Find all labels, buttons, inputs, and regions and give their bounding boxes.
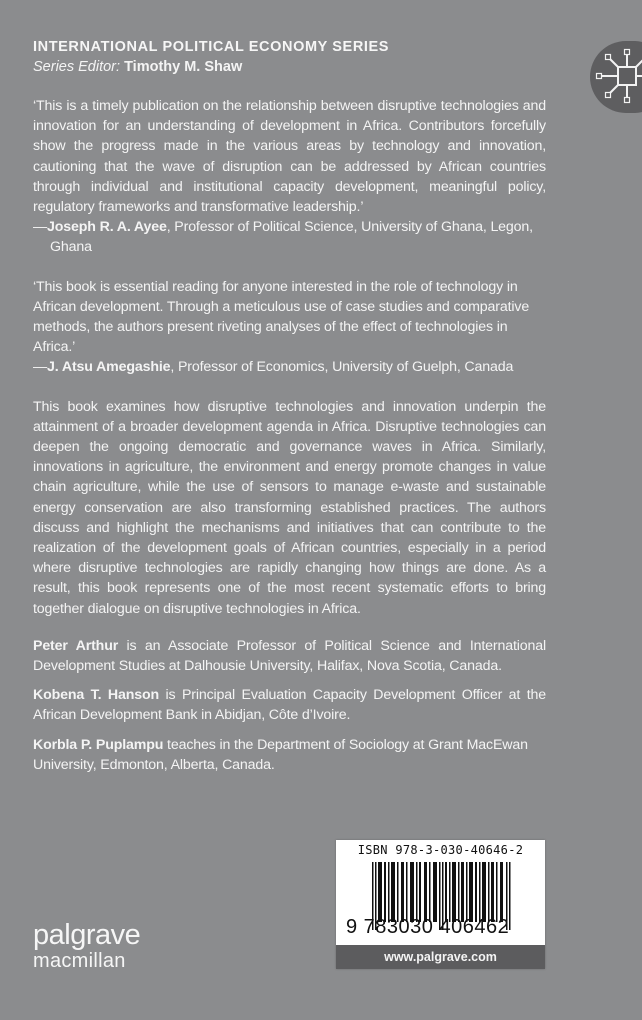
book-description: This book examines how disruptive technologies and innovation underpin the attainment of a broader development agenda in Africa. Disruptive technologies can deepen the ongoing democratic and governance waves in Africa. Similarly, innovations in agriculture, the environment and energy promote changes in value chain agriculture, while the use of sensors to manage e-waste and sustainable energy conservation are also transforming established practices. The authors discuss and highlight the mechanisms and initiatives that can contribute to the realization of the development goals of African countries, especially in a period where disruptive technologies are rapidly changing how things are done. As a result, this book represents one of the most recent systematic efforts to bring together dialogue on disruptive technologies in Africa.	[33, 398, 546, 617]
series-editor-name: Timothy M. Shaw	[124, 59, 243, 75]
publisher-logo-line2: macmillan	[33, 950, 126, 972]
series-editor-label: Series Editor:	[33, 59, 121, 75]
author-name: Peter Arthur	[33, 637, 119, 654]
isbn-barcode-box	[336, 840, 545, 969]
endorser-name: J. Atsu Amegashie	[47, 359, 171, 376]
endorser-affiliation: , Professor of Economics, University of Guelph, Canada	[170, 359, 514, 376]
circuit-chip-icon	[590, 41, 642, 113]
author-name: Kobena T. Hanson	[33, 687, 159, 704]
author-bio-1	[33, 636, 546, 676]
publisher-url: www.palgrave.com	[336, 945, 545, 969]
endorsement-quote: ‘This is a timely publication on the relationship between disruptive technologies and innovation for an understanding of development in Africa. Contributors forcefully show the progress made in the various areas by technology and innovation, cautioning that the wave of disruption can be addressed by African countries through individual and institutional capacity development, meaningful policy, regulatory frameworks and transformative leadership.’	[33, 98, 546, 216]
barcode-digits: 9 783030 406462	[346, 916, 510, 938]
series-editor	[33, 57, 553, 77]
author-bio-text: teaches in the Department of Sociology at Grant MacEwan University, Edmonton, Alberta, Canada.	[33, 736, 528, 773]
publisher-logo	[33, 921, 140, 971]
endorsement-quote: ‘This book is essential reading for anyone interested in the role of technology in African development. Through a meticulous use of case studies and comparative methods, the authors present riveting analyses of the effect of technologies in Africa.’	[33, 278, 530, 356]
author-bio-3	[33, 735, 546, 775]
author-bio-text: is an Associate Professor of Political Science and International Development Studies at Dalhousie University, Halifax, Nova Scotia, Canada.	[33, 637, 546, 675]
endorser-name: Joseph R. A. Ayee	[47, 219, 167, 236]
back-cover-content	[33, 96, 546, 784]
isbn-label: ISBN 978-3-030-40646-2	[357, 843, 524, 857]
em-dash: —	[33, 219, 48, 236]
endorsement-attribution	[33, 357, 546, 377]
author-bio-text: is Principal Evaluation Capacity Development Officer at the African Development Bank in Abidjan, Côte d’Ivoire.	[33, 687, 546, 724]
publisher-logo-line1: palgrave	[33, 919, 141, 951]
series-block	[33, 38, 553, 77]
author-name: Korbla P. Puplampu	[33, 736, 164, 753]
em-dash: —	[33, 359, 48, 376]
series-logo-badge	[590, 41, 642, 113]
author-bio-2	[33, 685, 546, 725]
series-title: INTERNATIONAL POLITICAL ECONOMY SERIES	[33, 39, 390, 55]
endorsement-attribution	[33, 217, 546, 257]
endorser-affiliation: , Professor of Political Science, University of Ghana, Legon, Ghana	[50, 219, 533, 256]
endorsement-1	[33, 96, 546, 258]
endorsement-2	[33, 277, 546, 378]
